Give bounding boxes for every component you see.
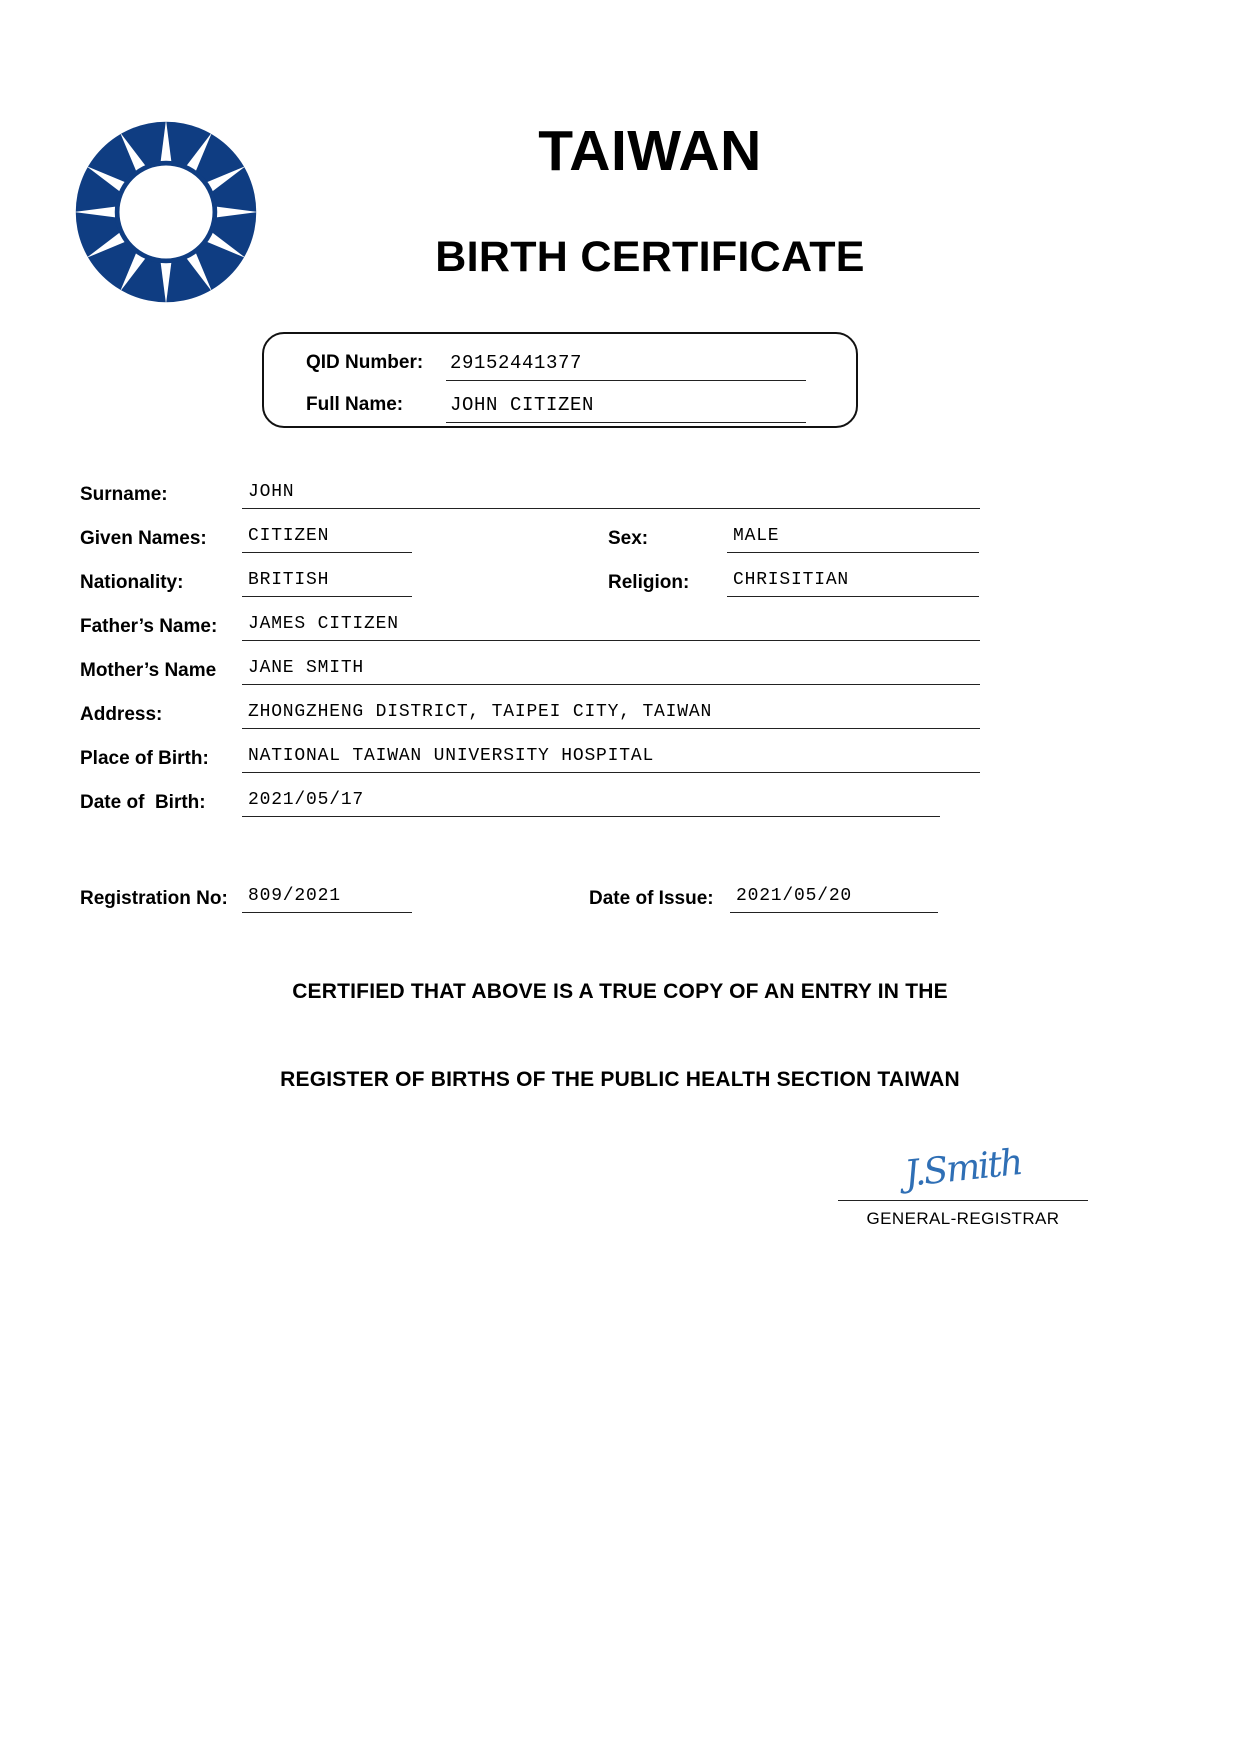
taiwan-sun-emblem	[72, 118, 260, 306]
surname-value: JOHN	[248, 482, 295, 502]
address-value: ZHONGZHENG DISTRICT, TAIPEI CITY, TAIWAN	[248, 702, 713, 722]
given-names-field[interactable]	[242, 522, 412, 553]
surname-label: Surname:	[80, 484, 168, 505]
row-date-of-birth	[0, 786, 1240, 830]
date-of-issue-value: 2021/05/20	[736, 886, 853, 906]
given-names-label: Given Names:	[80, 528, 207, 549]
title-block	[300, 120, 1000, 282]
row-address	[0, 698, 1240, 742]
page-subtitle: BIRTH CERTIFICATE	[435, 232, 865, 281]
religion-field[interactable]	[727, 566, 979, 597]
qid-row	[264, 348, 856, 390]
registration-row	[0, 882, 1240, 928]
signature-area	[838, 1140, 1088, 1229]
surname-field[interactable]	[242, 478, 980, 509]
mothers-name-label: Mother’s Name	[80, 660, 217, 681]
registration-no-value: 809/2021	[248, 886, 341, 906]
certification-line-2: REGISTER OF BIRTHS OF THE PUBLIC HEALTH SECTION TAIWAN	[280, 1068, 960, 1091]
registrar-title: GENERAL-REGISTRAR	[866, 1209, 1060, 1228]
row-fathers-name	[0, 610, 1240, 654]
date-of-birth-field[interactable]	[242, 786, 940, 817]
nationality-field[interactable]	[242, 566, 412, 597]
sex-field[interactable]	[727, 522, 979, 553]
fullname-field[interactable]	[446, 390, 806, 423]
qid-value: 29152441377	[450, 352, 583, 374]
religion-value: CHRISITIAN	[733, 570, 850, 590]
row-given-names	[0, 522, 1240, 566]
fullname-row	[264, 390, 856, 432]
row-surname	[0, 478, 1240, 522]
address-label: Address:	[80, 704, 163, 725]
identity-box	[262, 332, 858, 428]
certification-line-1: CERTIFIED THAT ABOVE IS A TRUE COPY OF AN ENTRY IN THE	[292, 980, 948, 1003]
date-of-birth-value: 2021/05/17	[248, 790, 365, 810]
page-title: TAIWAN	[538, 119, 762, 183]
nationality-value: BRITISH	[248, 570, 330, 590]
sex-label: Sex:	[608, 528, 649, 549]
sex-value: MALE	[733, 526, 780, 546]
row-nationality	[0, 566, 1240, 610]
place-of-birth-field[interactable]	[242, 742, 980, 773]
registration-no-label: Registration No:	[80, 888, 228, 909]
qid-label: QID Number:	[306, 352, 424, 373]
date-of-birth-label: Date of Birth:	[80, 792, 206, 813]
date-of-issue-label: Date of Issue:	[589, 888, 714, 909]
nationality-label: Nationality:	[80, 572, 184, 593]
qid-field[interactable]	[446, 348, 806, 381]
fathers-name-value: JAMES CITIZEN	[248, 614, 399, 634]
mothers-name-field[interactable]	[242, 654, 980, 685]
date-of-issue-field[interactable]	[730, 882, 938, 913]
mothers-name-value: JANE SMITH	[248, 658, 365, 678]
fullname-label: Full Name:	[306, 394, 404, 415]
fathers-name-label: Father’s Name:	[80, 616, 218, 637]
religion-label: Religion:	[608, 572, 690, 593]
row-mothers-name	[0, 654, 1240, 698]
fullname-value: JOHN CITIZEN	[450, 394, 595, 416]
address-field[interactable]	[242, 698, 980, 729]
registrar-signature: J.Smith	[902, 1141, 1024, 1196]
fathers-name-field[interactable]	[242, 610, 980, 641]
registration-no-field[interactable]	[242, 882, 412, 913]
place-of-birth-label: Place of Birth:	[80, 748, 209, 769]
given-names-value: CITIZEN	[248, 526, 330, 546]
fields-section	[0, 478, 1240, 830]
place-of-birth-value: NATIONAL TAIWAN UNIVERSITY HOSPITAL	[248, 746, 655, 766]
row-place-of-birth	[0, 742, 1240, 786]
